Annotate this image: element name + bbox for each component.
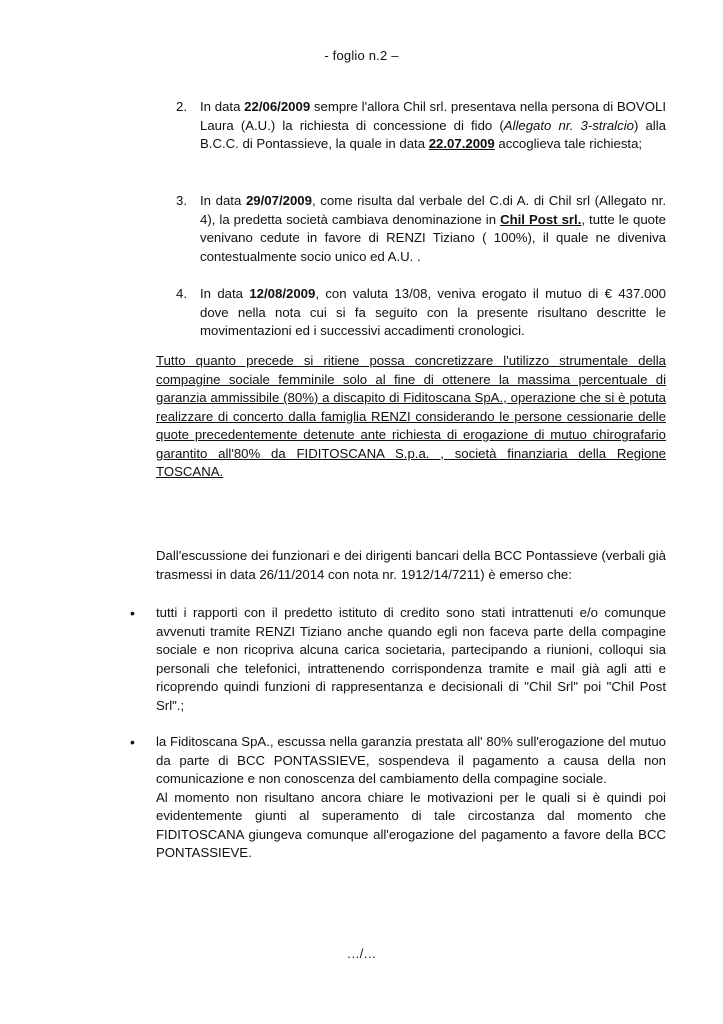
item-text: In data 12/08/2009, con valuta 13/08, veniva erogato il mutuo di € 437.000 dove nella nota cui si fa seguito con la presente risultano descritte le movimentazioni ed i successivi accadimenti cronologici. (200, 286, 667, 338)
bullet-text: la Fiditoscana SpA., escussa nella garanzia prestata all' 80% sull'erogazione del mutuo da parte di BCC PONTASSIEVE, sospendeva il pagamento a causa della non comunicazione e non conoscenza del cambiamento della compagine sociale. (156, 734, 666, 786)
bullet-item-1 (130, 604, 666, 715)
bullet-item-2 (130, 733, 666, 863)
intro-paragraph: Dall'escussione dei funzionari e dei dirigenti bancari della BCC Pontassieve (verbali già trasmessi in data 26/11/2014 con nota nr. 1912/14/7211) è emerso che: (156, 548, 666, 582)
page-header: - foglio n.2 – (324, 48, 399, 63)
bullet-text: tutti i rapporti con il predetto istituto di credito sono stati intrattenuti e/o comunque avvenuti tramite RENZI Tiziano anche quando egli non faceva parte della compagine sociale e non ricopriva alcuna carica societaria, partecipando a riunioni, colloqui sia personali che telefonici, intrattenendo corrispondenza tramite e mail già agli atti e ricoprendo quindi funzioni di rappresentanza e decisionali di "Chil Srl" poi "Chil Post Srl".; (156, 605, 666, 713)
item-text: In data 22/06/2009 sempre l'allora Chil srl. presentava nella persona di BOVOLI Laura (A.U.) la richiesta di concessione di fido (Allegato nr. 3-stralcio) alla B.C.C. di Pontassieve, la quale in data 22.07.2009 accoglieva tale richiesta; (200, 99, 666, 151)
page-footer: …/… (346, 946, 377, 961)
bullet-icon: • (130, 734, 135, 750)
item-text: In data 29/07/2009, come risulta dal verbale del C.di A. di Chil srl (Allegato nr. 4), la predetta società cambiava denominazione in Chil Post srl., tutte le quote venivano cedute in favore di RENZI Tiziano ( 100%), il quale ne diveniva contestualmente socio unico ed A.U. . (200, 193, 666, 264)
numbered-item-2 (176, 98, 666, 154)
item-number: 3. (176, 193, 187, 208)
bullet-continuation: Al momento non risultano ancora chiare le motivazioni per le quali si è quindi poi evidentemente giunti al superamento di tale circostanza dal momento che FIDITOSCANA giungeva comunque all'erogazione del pagamento a favore della BCC PONTASSIEVE. (156, 789, 666, 860)
item-number: 2. (176, 99, 187, 114)
numbered-item-3 (176, 192, 666, 266)
numbered-item-4 (176, 285, 667, 341)
summary-paragraph: Tutto quanto precede si ritiene possa concretizzare l'utilizzo strumentale della compagine sociale femminile solo al fine di ottenere la massima percentuale di garanzia ammissibile (80%) a discapito di Fiditoscana SpA., operazione che si è potuta realizzare di concerto dalla famiglia RENZI considerando le persone cessionarie delle quote precedentemente detenute ante richiesta di erogazione di mutuo chirografario garantito all'80% da FIDITOSCANA S.p.a. , società finanziaria della Regione TOSCANA. (156, 353, 666, 479)
bullet-icon: • (130, 605, 135, 621)
item-number: 4. (176, 286, 187, 301)
